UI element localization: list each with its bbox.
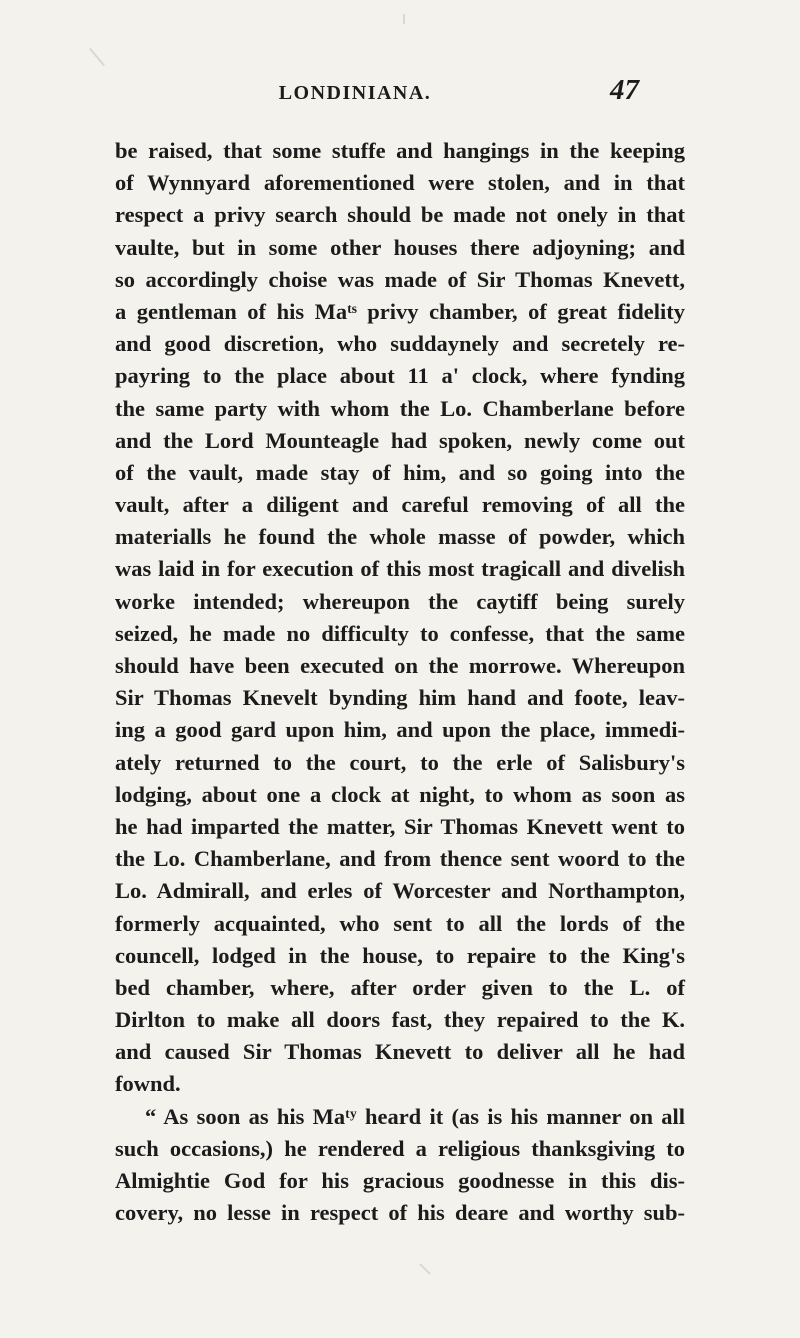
text-line: councell, lodged in the house, to repaire to the King's (115, 942, 685, 968)
paper-mark (419, 1263, 430, 1274)
text-line: seized, he made no difficulty to confesse, that the same (115, 620, 685, 646)
text-line: and the Lord Mounteagle had spoken, newly come out (115, 427, 685, 453)
text-line: covery, no lesse in respect of his deare and worthy sub- (115, 1200, 685, 1226)
text-line: Dirlton to make all doors fast, they repaired to the K. (115, 1007, 685, 1033)
page-number: 47 (610, 74, 639, 106)
text-line: he had imparted the matter, Sir Thomas Knevett went to (115, 813, 685, 839)
text-line: Lo. Admirall, and erles of Worcester and Northampton, (115, 878, 685, 904)
text-line: ately returned to the court, to the erle of Salisbury's (115, 749, 685, 775)
text-line: respect a privy search should be made not onely in that (115, 202, 685, 228)
text-line: of Wynnyard aforementioned were stolen, and in that (115, 170, 685, 196)
text-line: and good discretion, who suddaynely and secretely re- (115, 331, 685, 357)
text-line: vault, after a diligent and careful removing of all the (115, 492, 685, 518)
text-line: materialls he found the whole masse of powder, which (115, 524, 685, 550)
text-line: the same party with whom the Lo. Chamberlane before (115, 395, 685, 421)
text-line: was laid in for execution of this most tragicall and divelish (115, 556, 685, 582)
text-line: ing a good gard upon him, and upon the place, immedi- (115, 717, 685, 743)
text-line: a gentleman of his Maᵗˢ privy chamber, of great fidelity (115, 298, 685, 324)
text-line: the Lo. Chamberlane, and from thence sent woord to the (115, 846, 685, 872)
text-line: be raised, that some stuffe and hangings in the keeping (115, 138, 685, 163)
text-line: Sir Thomas Knevelt bynding him hand and foote, leav- (115, 685, 685, 711)
paper-mark (403, 14, 405, 24)
text-line: of the vault, made stay of him, and so going into the (115, 459, 685, 485)
text-line: fownd. (115, 1071, 181, 1097)
text-line: lodging, about one a clock at night, to whom as soon as (115, 781, 685, 807)
text-line: “ As soon as his Maᵗʸ heard it (as is his manner on all (145, 1103, 685, 1129)
text-line: payring to the place about 11 a' clock, where fynding (115, 363, 685, 389)
text-line: worke intended; whereupon the caytiff being surely (115, 588, 685, 614)
body-text (115, 135, 685, 1229)
running-head: LONDINIANA. (278, 82, 432, 104)
text-line: formerly acquainted, who sent to all the lords of the (115, 910, 685, 936)
text-line: and caused Sir Thomas Knevett to deliver all he had (115, 1039, 685, 1065)
text-line: so accordingly choise was made of Sir Thomas Knevett, (115, 266, 685, 292)
text-line: bed chamber, where, after order given to the L. of (115, 974, 685, 1000)
paper-mark (89, 48, 105, 66)
text-line: should have been executed on the morrowe. Whereupon (115, 653, 685, 678)
text-line: vaulte, but in some other houses there adjoyning; and (115, 234, 685, 260)
text-line: Almightie God for his gracious goodnesse in this dis- (115, 1168, 685, 1193)
text-line: such occasions,) he rendered a religious thanksgiving to (115, 1135, 685, 1161)
